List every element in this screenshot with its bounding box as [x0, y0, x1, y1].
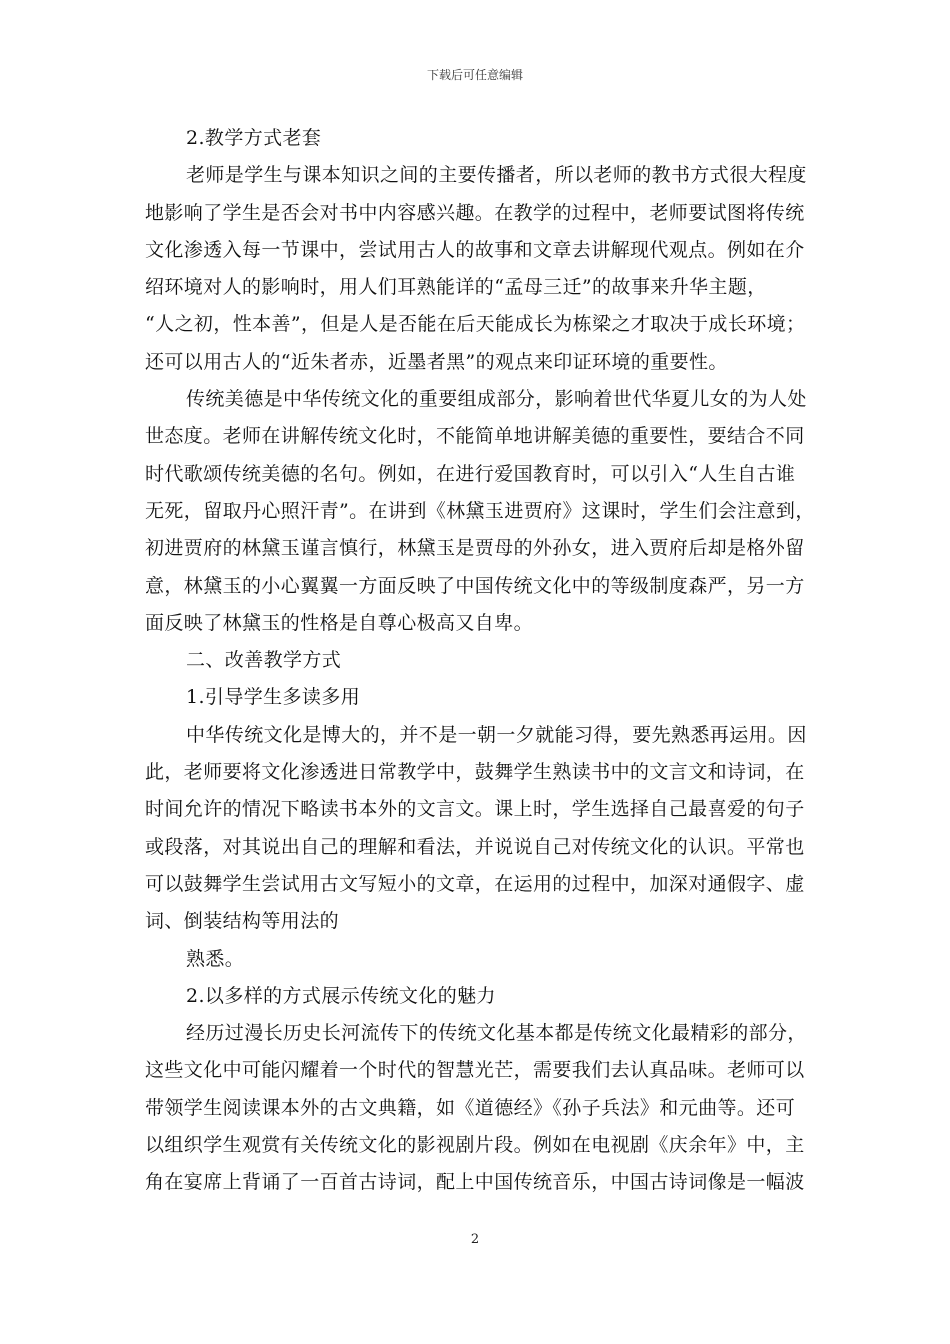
paragraph-line: 这些文化中可能闪耀着一个时代的智慧光芒，需要我们去认真品味。老师可以	[145, 1059, 805, 1082]
paragraph-line: “人之初，性本善”，但是人是否能在后天能成长为栋梁之才取决于成长环境；	[145, 313, 806, 336]
paragraph-line: 或段落，对其说出自己的理解和看法，并说说自己对传统文化的认识。平常也	[145, 835, 805, 858]
paragraph-line: 经历过漫长历史长河流传下的传统文化基本都是传统文化最精彩的部分，	[186, 1022, 807, 1045]
paragraph-line: 熟悉。	[186, 947, 245, 970]
paragraph-line: 中华传统文化是博大的，并不是一朝一夕就能习得，要先熟悉再运用。因	[186, 723, 807, 746]
paragraph-line: 地影响了学生是否会对书中内容感兴趣。在教学的过程中，老师要试图将传统	[145, 201, 805, 224]
section-heading: 二、改善教学方式	[186, 649, 342, 672]
paragraph-line: 无死，留取丹心照汗青”。在讲到《林黛玉进贾府》这课时，学生们会注意到，	[145, 499, 815, 522]
paragraph-line: 传统美德是中华传统文化的重要组成部分，影响着世代华夏儿女的为人处	[186, 388, 807, 411]
paragraph-line: 绍环境对人的影响时，用人们耳熟能详的“孟母三迁”的故事来升华主题，	[145, 276, 767, 299]
paragraph-line: 还可以用古人的“近朱者赤，近墨者黑”的观点来印证环境的重要性。	[145, 350, 728, 373]
paragraph-line: 可以鼓舞学生尝试用古文写短小的文章，在运用的过程中，加深对通假字、虚	[145, 872, 805, 895]
subsection-heading: 1.引导学生多读多用	[186, 686, 361, 709]
paragraph-line: 词、倒装结构等用法的	[145, 910, 340, 933]
paragraph-line: 时代歌颂传统美德的名句。例如，在进行爱国教育时，可以引入“人生自古谁	[145, 462, 796, 485]
paragraph-line: 世态度。老师在讲解传统文化时，不能简单地讲解美德的重要性，要结合不同	[145, 425, 805, 448]
paragraph-line: 面反映了林黛玉的性格是自尊心极高又自卑。	[145, 611, 534, 634]
subsection-heading: 2.以多样的方式展示传统文化的魅力	[186, 984, 496, 1007]
paragraph-line: 以组织学生观赏有关传统文化的影视剧片段。例如在电视剧《庆余年》中，主	[145, 1134, 805, 1157]
paragraph-line: 带领学生阅读课本外的古文典籍，如《道德经》《孙子兵法》和元曲等。还可	[145, 1096, 796, 1119]
page-header: 下载后可任意编辑	[426, 68, 523, 82]
paragraph-line: 老师是学生与课本知识之间的主要传播者，所以老师的教书方式很大程度	[186, 164, 807, 187]
page-number: 2	[470, 1232, 480, 1247]
section-heading: 2.教学方式老套	[186, 127, 322, 149]
paragraph-line: 文化渗透入每一节课中，尝试用古人的故事和文章去讲解现代观点。例如在介	[145, 238, 805, 261]
paragraph-line: 此，老师要将文化渗透进日常教学中，鼓舞学生熟读书中的文言文和诗词，在	[145, 761, 805, 784]
paragraph-line: 意，林黛玉的小心翼翼一方面反映了中国传统文化中的等级制度森严，另一方	[145, 574, 805, 597]
paragraph-line: 时间允许的情况下略读书本外的文言文。课上时，学生选择自己最喜爱的句子	[145, 798, 805, 821]
document-body	[145, 120, 823, 1202]
paragraph-line: 角在宴席上背诵了一百首古诗词，配上中国传统音乐，中国古诗词像是一幅波	[145, 1171, 805, 1194]
paragraph-line: 初进贾府的林黛玉谨言慎行，林黛玉是贾母的外孙女，进入贾府后却是格外留	[145, 537, 805, 560]
